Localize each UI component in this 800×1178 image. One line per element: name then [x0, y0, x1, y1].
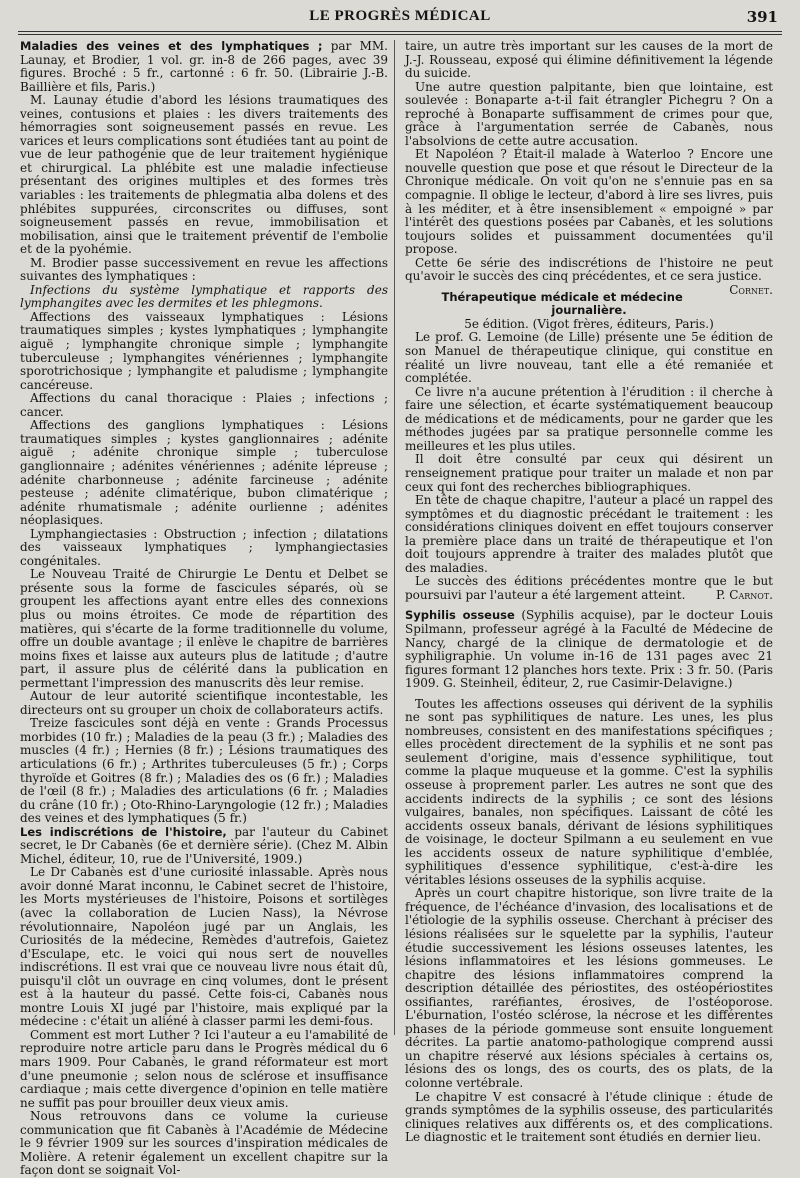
paragraph: Et Napoléon ? Était-il malade à Waterloo ? Encore une nouvelle question que pose et que résout le Directeur de la Chronique médicale. On voit qu'on ne s'ennuie pas en sa compagnie. Il oblige le lecteur, d'abord à lire ses livres, puis à les méditer, et à être insensiblement « empoigné » par l'intérêt des questions posées par Cabanès, et les solutions toujours solides et puissamment documentées qu'il propose. [405, 147, 773, 257]
review-indiscretions-heading [20, 826, 388, 867]
paragraph-text: Cette 6e série des indiscrétions de l'histoire ne peut qu'avoir le succès des cinq précédentes, et ce sera justice. [405, 255, 773, 284]
review-title: Maladies des veines et des lymphatiques ; [20, 39, 323, 53]
left-column [20, 39, 388, 1178]
paragraph: Le chapitre V est consacré à l'étude clinique : étude de grands symptômes de la syphilis osseuse, des particularités cliniques relatives aux différents os, et des complications. Le diagnostic et le traitement sont étudiés en dernier lieu. [405, 1089, 773, 1145]
paragraph: Le Dr Cabanès est d'une curiosité inlassable. Après nous avoir donné Marat inconnu, le Cabinet secret de l'histoire, les Morts mystérieuses de l'histoire, Poisons et sortilèges (avec la collaboration de Lucien Nass), la Névrose révolutionnaire, Napoléon jugé par un Anglais, les Curiosités de la médecine, Remèdes d'autrefois, Gaietez d'Esculape, etc. le voici qui nous sert de nouvelles indiscrétions. Il est vrai que ce nouveau livre nous était dû, puisqu'il clôt un ouvrage en cinq volumes, dont le présent est à la hauteur du passé. Cette fois-ci, Cabanès nous montre Louis XI jugé par l'histoire, mais expliqué par la médecine : c'était un aliéné à classer parmi les demi-fous. [20, 865, 388, 1029]
paragraph: M. Brodier passe successivement en revue les affections suivantes des lymphatiques : [20, 255, 388, 284]
paragraph: Affections des vaisseaux lymphatiques : Lésions traumatiques simples ; kystes lymphatiques ; lymphangite aiguë ; lymphangite chronique simple ; lymphangite tuberculeuse ; lymphangites vénériennes ; lymphangite sporotrichosique ; lymphangite et paludisme ; lymphangite cancéreuse. [20, 309, 388, 392]
review-veines-heading [20, 40, 388, 94]
review-bibliography: 5e édition. (Vigot frères, éditeurs, Paris.) [464, 316, 714, 331]
review-bibliography: (Syphilis acquise), par le docteur Louis Spilmann, professeur agrégé à la Faculté de Médecine de Nancy, chargé de la clinique de dermatologie et de syphiligraphie. Un volume in-16 de 131 pages avec 21 figures formant 12 planches hors texte. Prix : 3 fr. 50. (Paris 1909. G. Steinheil, éditeur, 2, rue Casimir-Delavigne.) [405, 608, 773, 691]
page-number: 391 [746, 8, 778, 26]
paragraph: Comment est mort Luther ? Ici l'auteur a eu l'amabilité de reproduire notre article paru dans le Progrès médical du 6 mars 1909. Pour Cabanès, le grand réformateur est mort d'une pneumonie ; selon nous de sclérose et insuffisance cardiaque ; mais cette divergence d'opinion en telle matière ne suffit pas pour brouiller deux vieux amis. [20, 1027, 388, 1110]
paragraph: Après un court chapitre historique, son livre traite de la fréquence, de l'échéance d'invasion, des localisations et de l'étiologie de la syphilis osseuse. Cherchant à préciser des lésions réalisées sur le squelette par la syphilis, l'auteur étudie successivement les lésions osseuses latentes, les lésions inflammatoires et les lésions gommeuses. Le chapitre des lésions inflammatoires comprend la description détaillée des périostites, des ostéopériostites ossifiantes, raréfiantes, érosives, de l'ostéoporose. L'éburnation, l'ostéo sclérose, la nécrose et les différentes phases de la période gommeuse sont ensuite longuement décrites. La partie anatomo-pathologique comprend aussi un chapitre réservé aux lésions spéciales à certains os, lésions des os longs, des os courts, des os plats, de la colonne vertébrale. [405, 886, 773, 1091]
paragraph: Affections des ganglions lymphatiques : Lésions traumatiques simples ; kystes ganglionnaires ; adénite aiguë ; adénite chronique simple ; tuberculose ganglionnaire ; adénites vénériennes ; adénite lépreuse ; adénite charbonneuse ; adénite farcineuse ; adénite pesteuse ; adénite climatérique, bubon climatérique ; adénite rhumatismale ; adénite ourlienne ; adénites néoplasiques. [20, 418, 388, 528]
paragraph [20, 284, 388, 311]
review-syphilis-heading [405, 609, 773, 690]
paragraph: Affections du canal thoracique : Plaies ; infections ; cancer. [20, 391, 388, 419]
paragraph: Le prof. G. Lemoine (de Lille) présente une 5e édition de son Manuel de thérapeutique clinique, qui constitue en réalité un livre nouveau, tant elle a été remaniée et complétée. [405, 330, 773, 386]
paragraph: M. Launay étudie d'abord les lésions traumatiques des veines, contusions et plaies : les divers traitements des hémorragies sont soigneusement passés en revue. Les varices et leurs complications sont étudiées tant au point de vue de leur pathogénie que de leur traitement hygiénique et chirurgical. La phlébite est une maladie infectieuse présentant des origines multiples et des formes très variables : les traitements de phlegmatia alba dolens et des phlébites suppurées, circonscrites ou diffuses, sont soigneusement passés en revue, immobilisation et mobilisation, ainsi que le traitement préventif de l'embolie et de la pyohémie. [20, 93, 388, 257]
italic-text: Infections du système lymphatique et rapports des lymphangites avec les dermites et les phlegmons. [20, 282, 388, 311]
paragraph [405, 255, 773, 297]
paragraph: Ce livre n'a aucune prétention à l'érudition : il cherche à faire une sélection, et écarte systématiquement beaucoup de médications et de médicaments, pour ne garder que les méthodes jugées par sa pratique personnelle comme les meilleures et les plus utiles. [405, 384, 773, 453]
review-therapeutique-heading [405, 291, 773, 318]
review-bibliography: par l'auteur du Cabinet secret, le Dr Cabanès (6e et dernière série). (Chez M. Albin Michel, éditeur, 10, rue de l'Université, 1909.) [20, 824, 388, 866]
paragraph: taire, un autre très important sur les causes de la mort de J.-J. Rousseau, exposé qui élimine définitivement la légende du suicide. [405, 39, 773, 81]
paragraph: Nous retrouvons dans ce volume la curieuse communication que fit Cabanès à l'Académie de Médecine le 9 février 1909 sur les sources d'inspiration médicales de Molière. A retenir également un excellent chapitre sur la façon dont se soignait Vol- [20, 1109, 388, 1178]
reviewer-signature: Cornet. [729, 282, 773, 297]
paragraph: Lymphangiectasies : Obstruction ; infection ; dilatations des vaisseaux lymphatiques ; lymphangiectasies congénitales. [20, 526, 388, 568]
paragraph: En tête de chaque chapitre, l'auteur a placé un rappel des symptômes et du diagnostic précédant le traitement : les considérations cliniques doivent en effet toujours conserver la première place dans un traité de thérapeutique et l'on doit toujours apprendre à traiter des malades plutôt que des maladies. [405, 493, 773, 575]
review-title: Les indiscrétions de l'histoire, [20, 824, 227, 839]
review-title: Syphilis osseuse [405, 608, 515, 623]
reviewer-signature: P. Carnot. [716, 587, 773, 602]
paragraph: Il doit être consulté par ceux qui désirent un renseignement pratique pour traiter un malade et non par ceux qui font des recherches bibliographiques. [405, 452, 773, 494]
journal-title: LE PROGRÈS MÉDICAL [309, 8, 491, 24]
paragraph: Toutes les affections osseuses qui dérivent de la syphilis ne sont pas syphilitiques de nature. Les unes, les plus nombreuses, consistent en des manifestations spécifiques ; elles procèdent directement de la syphilis et ne sont pas seulement d'origine, mais d'essence syphilitique, tout comme la plaque muqueuse et la gomme. C'est la syphilis osseuse à proprement parler. Les autres ne sont que des accidents indirects de la syphilis ; ce sont des lésions vulgaires, banales, non spécifiques. Laissant de côté les accidents osseux banals, dérivant de lésions syphilitiques de voisinage, le docteur Spilmann a eu seulement en vue les accidents osseux de nature syphilitique d'emblée, syphilitiques d'essence syphilitique, c'est-à-dire les véritables lésions osseuses de la syphilis acquise. [405, 696, 773, 887]
review-bibliography: par MM. Launay, et Brodier, 1 vol. gr. in-8 de 266 pages, avec 39 figures. Broché : 5 fr., cartonné : 6 fr. 50. (Librairie J.-B. Baillière et fils, Paris.) [20, 39, 388, 94]
paragraph: Le Nouveau Traité de Chirurgie Le Dentu et Delbet se présente sous la forme de fascicules séparés, où se groupent les affections ayant entre elles des connexions plus ou moins étroites. Ce mode de répartition des matières, qui s'écarte de la forme traditionnelle du volume, offre un double avantage ; il enlève le chapitre de barrières moins fixes et laisse aux auteurs plus de latitude ; d'autre part, il assure plus de célérité dans la publication en permettant l'impression des manuscrits dès leur remise. [20, 567, 388, 690]
paragraph [405, 575, 773, 602]
right-column [405, 39, 773, 1145]
paragraph: Une autre question palpitante, bien que lointaine, est soulevée : Bonaparte a-t-il fait étrangler Pichegru ? On a reproché à Bonaparte suffisamment de crimes pour que, grâce à l'argumentation serrée de Cabanès, nous l'absolvions de cette autre accusation. [405, 79, 773, 148]
header-rule-lower [18, 34, 782, 35]
paragraph-text: Le succès des éditions précédentes montre que le but poursuivi par l'auteur a été largement atteint. [405, 574, 773, 602]
header-rule [18, 31, 782, 32]
column-divider [394, 40, 395, 1035]
paragraph: Autour de leur autorité scientifique incontestable, les directeurs ont su grouper un choix de collaborateurs actifs. [20, 689, 388, 717]
review-title: Thérapeutique médicale et médecine journalière. [441, 289, 683, 318]
paragraph: Treize fascicules sont déjà en vente : Grands Processus morbides (10 fr.) ; Maladies de la peau (3 fr.) ; Maladies des muscles (4 fr.) ; Hernies (8 fr.) ; Lésions traumatiques des articulations (6 fr.) ; Arthrites tuberculeuses (5 fr.) ; Corps thyroïde et Goitres (8 fr.) ; Maladies des os (6 fr.) ; Maladies de l'œil (8 fr.) ; Maladies des articulations (6 fr. ; Maladies du crâne (10 fr.) ; Oto-Rhino-Laryngologie (12 fr.) ; Maladies des veines et des lymphatiques (5 fr.) [20, 716, 388, 826]
